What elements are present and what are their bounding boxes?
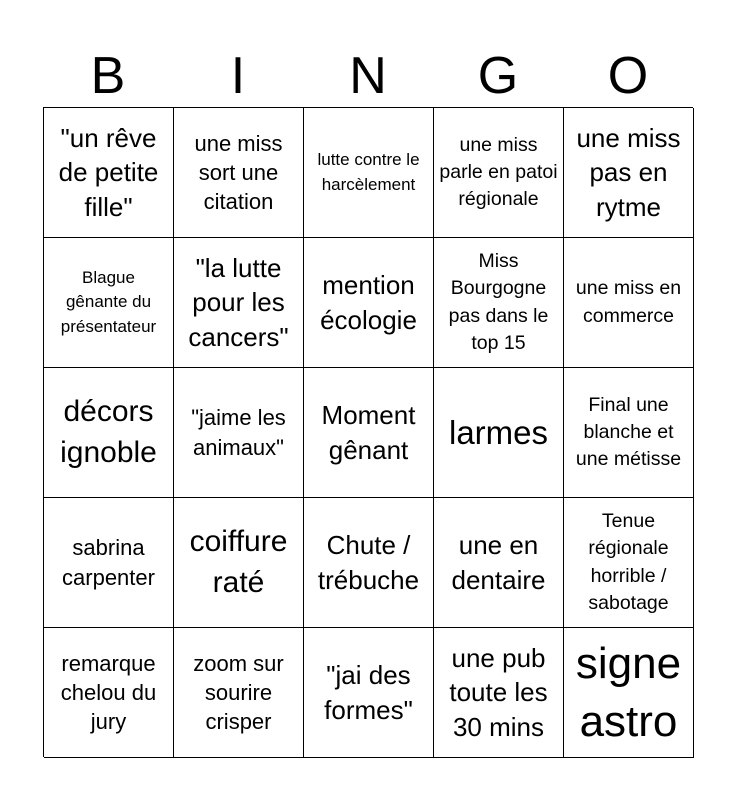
- cell-text: Miss Bourgogne pas dans le top 15: [448, 249, 549, 354]
- cell-text: Final une blanche et une métisse: [575, 393, 682, 471]
- header-letter-b: B: [90, 47, 126, 105]
- header-letter-n: N: [349, 47, 387, 105]
- cell-text: Blague gênante du présentateur: [60, 267, 157, 336]
- bingo-cell[interactable]: [434, 628, 564, 758]
- bingo-cell[interactable]: [44, 368, 174, 498]
- cell-text: "la lutte pour les cancers": [188, 253, 289, 352]
- bingo-cell[interactable]: [304, 498, 434, 628]
- cell-text: une en dentaire: [451, 530, 546, 595]
- bingo-cell[interactable]: [174, 498, 304, 628]
- cell-text: remarque chelou du jury: [60, 650, 157, 735]
- cell-text: larmes: [448, 413, 549, 451]
- bingo-cell[interactable]: [44, 498, 174, 628]
- bingo-cell[interactable]: [304, 628, 434, 758]
- bingo-cell[interactable]: [564, 498, 694, 628]
- cell-text: signe astro: [575, 639, 682, 746]
- bingo-cell[interactable]: [44, 238, 174, 368]
- cell-text: Moment gênant: [321, 400, 416, 465]
- cell-text: une pub toute les 30 mins: [449, 643, 548, 742]
- cell-text: décors ignoble: [60, 394, 157, 469]
- bingo-cell[interactable]: [564, 108, 694, 238]
- bingo-header: [43, 44, 693, 108]
- cell-text: "un rêve de petite fille": [58, 123, 159, 222]
- cell-text: une miss sort une citation: [194, 130, 283, 215]
- bingo-cell[interactable]: [44, 108, 174, 238]
- bingo-cell[interactable]: [434, 498, 564, 628]
- cell-text: Chute / trébuche: [317, 530, 420, 595]
- bingo-cell[interactable]: [174, 628, 304, 758]
- bingo-cell[interactable]: [304, 108, 434, 238]
- cell-text: zoom sur sourire crisper: [193, 650, 284, 735]
- bingo-cell[interactable]: [434, 368, 564, 498]
- header-letter-g: G: [477, 47, 519, 105]
- bingo-cell[interactable]: [564, 368, 694, 498]
- bingo-cell[interactable]: [304, 238, 434, 368]
- cell-text: une miss pas en rytme: [576, 123, 681, 222]
- bingo-cell[interactable]: [174, 238, 304, 368]
- header-letter-i: I: [230, 47, 246, 105]
- bingo-cell[interactable]: [304, 368, 434, 498]
- cell-text: Tenue régionale horrible / sabotage: [588, 509, 669, 614]
- cell-text: une miss parle en patoi régionale: [439, 133, 558, 211]
- header-letter-o: O: [607, 47, 649, 105]
- cell-text: mention écologie: [320, 270, 417, 335]
- cell-text: "jaime les animaux": [191, 405, 286, 460]
- cell-text: coiffure raté: [189, 524, 288, 599]
- bingo-card-grid: [43, 107, 693, 757]
- bingo-cell[interactable]: [564, 628, 694, 758]
- bingo-cell[interactable]: [174, 368, 304, 498]
- cell-text: une miss en commerce: [575, 277, 682, 327]
- bingo-cell[interactable]: [44, 628, 174, 758]
- bingo-cell[interactable]: [564, 238, 694, 368]
- cell-text: sabrina carpenter: [62, 535, 155, 590]
- bingo-cell[interactable]: [434, 108, 564, 238]
- cell-text: lutte contre le harcèlement: [317, 149, 420, 194]
- bingo-cell[interactable]: [434, 238, 564, 368]
- cell-text: "jai des formes": [324, 660, 413, 725]
- bingo-cell[interactable]: [174, 108, 304, 238]
